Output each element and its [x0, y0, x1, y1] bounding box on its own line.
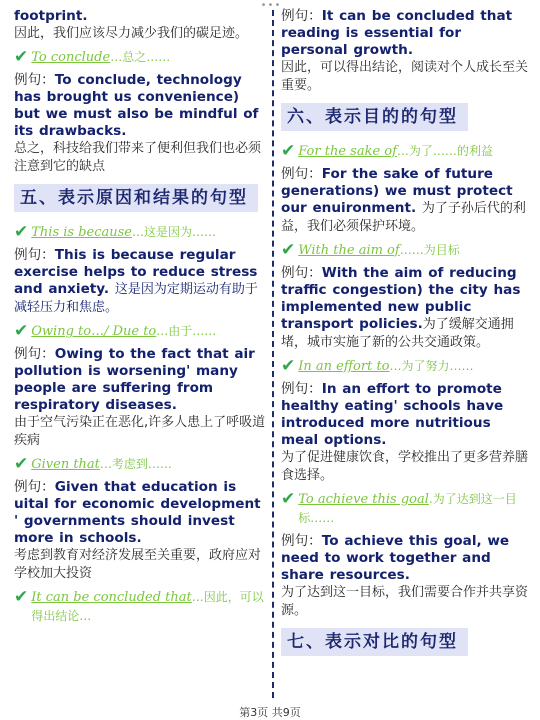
- check-icon: ✔: [281, 356, 296, 376]
- example-english: This is because regular exercise helps to reduce stress and anxiety.: [14, 247, 258, 297]
- phrase-english: With the aim of: [298, 243, 400, 258]
- check-icon: ✔: [281, 240, 296, 260]
- example-block: [14, 247, 266, 317]
- example-block: [14, 72, 266, 176]
- section-heading-5: 五、表示原因和结果的句型: [14, 184, 258, 212]
- phrase-chinese: ……为目标: [399, 243, 460, 257]
- phrase-chinese: …为了……的利益: [396, 144, 493, 158]
- example-label: 例句：: [281, 166, 322, 182]
- phrase-to-achieve-this-goal: [281, 490, 531, 528]
- example-english: Given that education is uital for economic development ' governments should invest more in schools.: [14, 479, 261, 546]
- check-icon: ✔: [14, 222, 29, 242]
- section-heading-7: 七、表示对比的句型: [281, 628, 468, 656]
- phrase-it-can-be-concluded: [14, 588, 266, 626]
- example-label: 例句：: [14, 346, 55, 362]
- example-chinese: 为了缓解交通拥堵，城市实施了新的公共交通政策。: [281, 317, 514, 350]
- phrase-english: This is because: [31, 225, 132, 240]
- page-number: 第3页 共9页: [239, 706, 301, 719]
- phrase-chinese: …这是因为……: [132, 225, 217, 239]
- check-icon: ✔: [281, 489, 296, 509]
- phrase-english: For the sake of: [298, 144, 397, 159]
- phrase-chinese: …为了努力……: [389, 359, 474, 373]
- example-chinese: 这是因为定期运动有助于减轻压力和焦虑。: [14, 282, 258, 315]
- example-chinese: 为了达到这一目标，我们需要合作并共享资源。: [281, 585, 529, 618]
- example-english: To conclude, technology has brought us convenience) but we must also be mindful of its drawbacks.: [14, 72, 259, 139]
- example-label: 例句：: [14, 247, 55, 263]
- phrase-chinese: …由于……: [156, 324, 217, 338]
- check-icon: ✔: [14, 47, 29, 67]
- phrase-english: Given that: [31, 457, 100, 472]
- right-column: [281, 8, 531, 662]
- example-chinese: 由于空气污染正在恶化,许多人患上了呼吸道疾病: [14, 415, 266, 448]
- phrase-this-is-because: [14, 223, 266, 242]
- column-divider: [272, 10, 274, 698]
- example-label: 例句：: [281, 381, 322, 397]
- example-block: [281, 8, 531, 95]
- example-english: With the aim of reducing traffic congestion) the city has implemented new public transport policies.: [281, 265, 521, 332]
- example-english: Owing to the fact that air pollution is worsening' many people are suffering from respiratory diseases.: [14, 346, 255, 413]
- example-english: For the sake of future generations) we must protect our enuironment.: [281, 166, 513, 216]
- example-label: 例句：: [281, 265, 322, 281]
- phrase-english: To achieve this goal: [298, 492, 429, 507]
- intro-chinese: 因此，我们应该尽力减少我们的碳足迹。: [14, 26, 249, 41]
- phrase-chinese: …考虑到……: [99, 457, 172, 471]
- example-block: [281, 166, 531, 236]
- phrase-owing-to: [14, 322, 266, 341]
- phrase-english: In an effort to: [298, 359, 390, 374]
- example-english: It can be concluded that reading is essential for personal growth.: [281, 8, 513, 58]
- example-chinese: 为了促进健康饮食，学校推出了更多营养膳食选择。: [281, 450, 529, 483]
- example-label: 例句：: [281, 8, 322, 24]
- example-chinese: 因此，可以得出结论，阅读对个人成长至关重要。: [281, 60, 529, 93]
- example-chinese: 总之，科技给我们带来了便利但我们也必须注意到它的缺点: [14, 141, 262, 174]
- check-icon: ✔: [14, 321, 29, 341]
- phrase-with-the-aim-of: [281, 241, 531, 260]
- more-dots-icon[interactable]: •••: [260, 0, 282, 11]
- phrase-for-the-sake-of: [281, 142, 531, 161]
- example-block: [281, 533, 531, 620]
- example-chinese: 考虑到教育对经济发展至关重要，政府应对学校加大投资: [14, 548, 262, 581]
- phrase-chinese: …总之……: [110, 50, 171, 64]
- left-column: [14, 8, 266, 631]
- phrase-chinese: …因此，可以得出结论…: [31, 590, 264, 623]
- section-heading-6: 六、表示目的的句型: [281, 103, 468, 131]
- example-block: [281, 265, 531, 352]
- phrase-chinese: .为了达到这一目标……: [298, 492, 517, 525]
- example-label: 例句：: [14, 72, 55, 88]
- phrase-english: To conclude: [31, 50, 111, 65]
- check-icon: ✔: [14, 454, 29, 474]
- intro-english: footprint.: [14, 8, 88, 24]
- example-english: In an effort to promote healthy eating' schools have introduced more nutritious meal options.: [281, 381, 504, 448]
- example-english: To achieve this goal, we need to work together and share resources.: [281, 533, 510, 583]
- example-block: [14, 346, 266, 450]
- example-block: [281, 381, 531, 485]
- example-block: [14, 479, 266, 583]
- phrase-english: Owing to…/ Due to: [31, 324, 157, 339]
- check-icon: ✔: [281, 141, 296, 161]
- phrase-in-an-effort-to: [281, 357, 531, 376]
- example-chinese: 为了子孙后代的利益，我们必须保护环境。: [281, 201, 526, 234]
- phrase-given-that: [14, 455, 266, 474]
- phrase-english: It can be concluded that: [31, 590, 192, 605]
- example-label: 例句：: [14, 479, 55, 495]
- check-icon: ✔: [14, 587, 29, 607]
- example-label: 例句：: [281, 533, 322, 549]
- phrase-to-conclude: [14, 48, 266, 67]
